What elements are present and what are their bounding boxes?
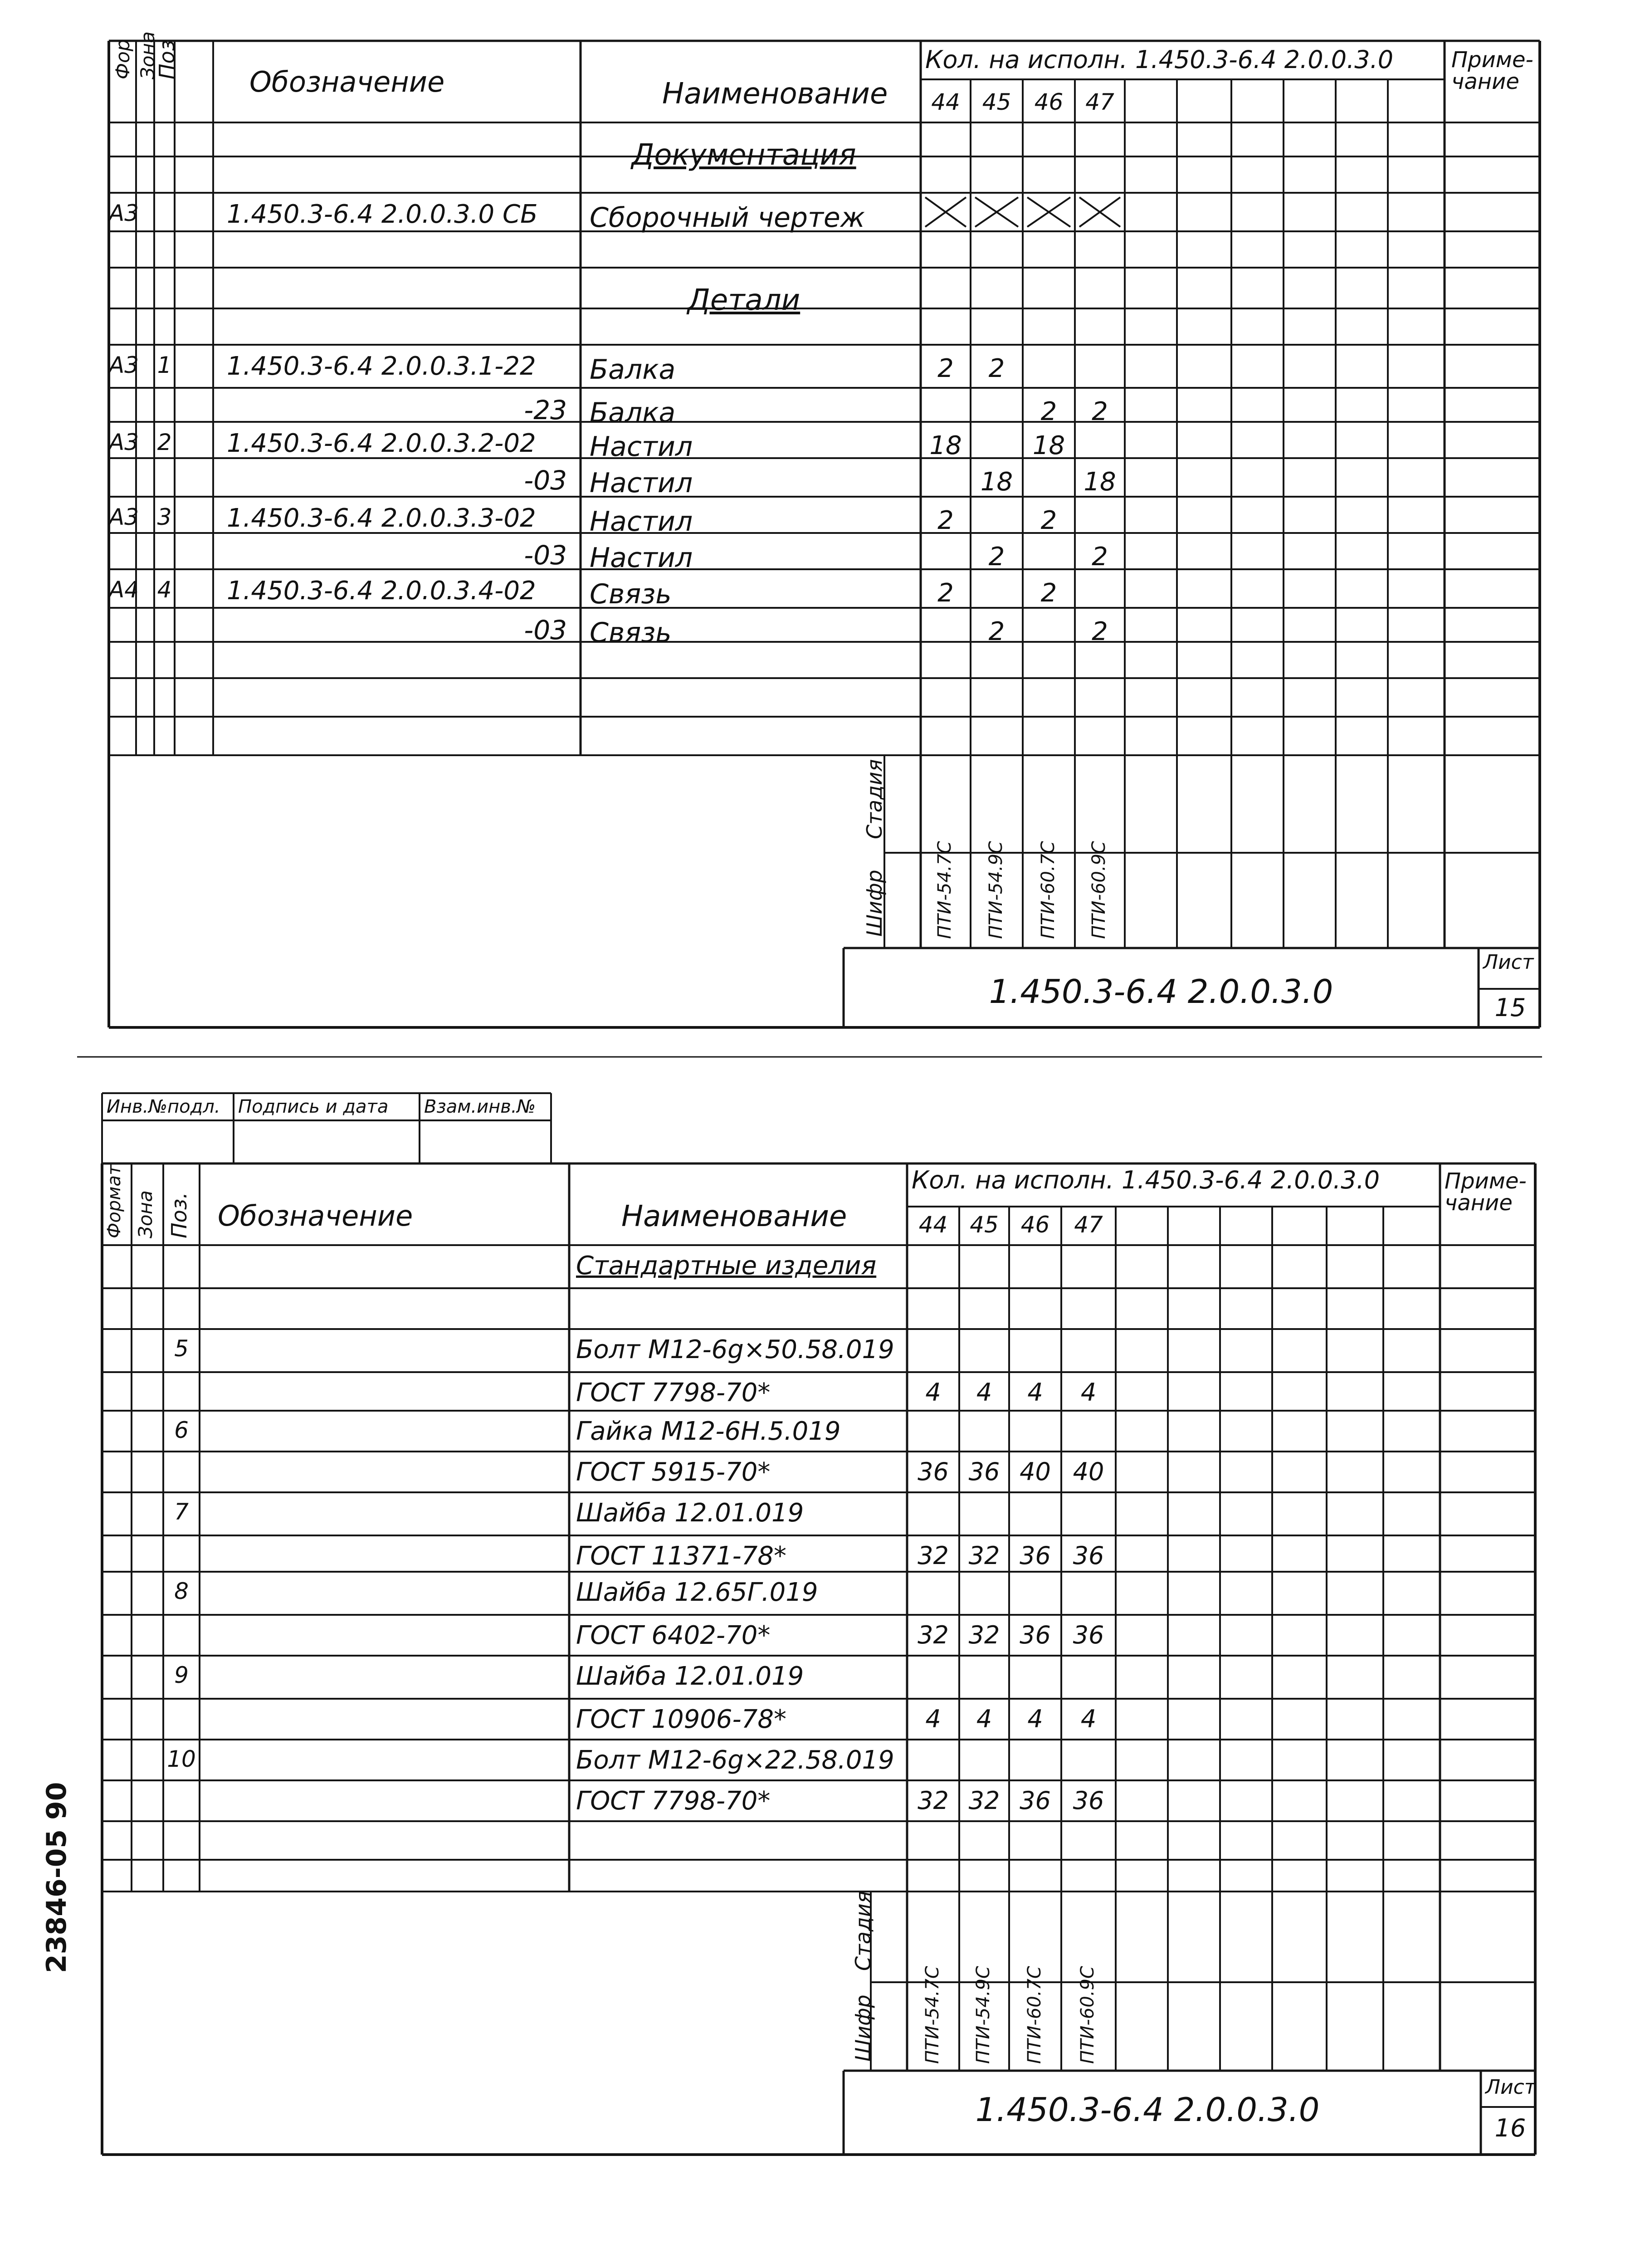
cipher-code: ПТИ-60.9С [1077,1966,1098,2064]
archive-number: 23846-05 90 [41,1782,73,1973]
row-designation: 1.450.3-6.4 2.0.0.3.3-02 [227,503,536,533]
row-position: 9 [174,1662,189,1688]
row-name: Настил [590,431,693,463]
row-name: Шайба 12.65Г.019 [576,1578,818,1607]
column-header-position: Поз [155,39,179,79]
column-header-name: Наименование [662,77,888,111]
row-qty: 2 [937,506,954,535]
row-qty: 36 [918,1457,949,1486]
section-heading: Детали [687,284,800,317]
row-name: ГОСТ 7798-70* [576,1786,771,1816]
row-name: Настил [590,506,693,538]
row-qty: 4 [925,1378,941,1407]
row-qty: 4 [1080,1705,1097,1733]
row-designation: 1.450.3-6.4 2.0.0.3.4-02 [227,576,536,606]
cipher-label: Шифр [851,1994,875,2062]
row-qty: 32 [918,1541,949,1570]
variant-header-45: 45 [982,89,1011,115]
row-name: Связь [590,578,672,610]
row-format: А3 [109,200,139,226]
row-qty: 2 [1040,578,1057,608]
variant-header-45: 45 [970,1212,999,1238]
row-qty: 18 [929,431,962,460]
row-position: 7 [174,1499,189,1525]
row-qty: 4 [976,1705,992,1733]
row-name: ГОСТ 11371-78* [576,1541,786,1571]
cipher-code: ПТИ-54.9С [985,841,1006,939]
cipher-label: Шифр [862,870,887,937]
row-name: ГОСТ 7798-70* [576,1378,771,1408]
row-qty: 2 [1092,397,1108,426]
row-qty: 4 [976,1378,992,1407]
row-qty: 18 [980,467,1013,497]
row-name: ГОСТ 6402-70* [576,1621,771,1650]
section-heading: Документация [631,138,856,172]
row-position: 8 [174,1578,189,1604]
sheet-label: Лист [1483,951,1534,974]
column-header-position: Поз. [167,1192,191,1238]
row-qty: 32 [918,1621,949,1649]
row-designation: 1.450.3-6.4 2.0.0.3.0 СБ [227,200,538,229]
cipher-code: ПТИ-60.9С [1088,841,1109,939]
row-qty: 36 [1020,1541,1051,1570]
row-name: Шайба 12.01.019 [576,1662,804,1691]
row-qty: 36 [1020,1621,1051,1649]
row-qty: 2 [937,354,954,383]
row-qty: 32 [968,1786,1000,1815]
row-qty: 36 [1073,1541,1104,1570]
row-qty: 18 [1032,431,1065,460]
row-format: А4 [109,577,139,603]
row-name: Связь [590,617,672,649]
row-name: Настил [590,542,693,574]
variant-header-44: 44 [931,89,960,115]
row-name: ГОСТ 10906-78* [576,1705,786,1734]
cipher-code: ПТИ-60.7С [1024,1966,1045,2064]
column-header-format: Фор [112,39,134,79]
sheet-number: 16 [1494,2114,1526,2142]
row-qty: 2 [1092,542,1108,572]
stamp-inventory-label: Инв.№подл. [107,1096,220,1117]
row-format: А3 [109,352,139,378]
row-qty: 32 [968,1541,1000,1570]
cipher-code: ПТИ-54.9С [973,1966,994,2064]
column-header-zone: Зона [134,1190,156,1238]
row-qty: 2 [988,617,1005,646]
row-position: 5 [174,1335,189,1362]
variant-header-47: 47 [1085,89,1114,115]
column-header-zone: Зона [137,31,159,79]
row-name: Гайка М12-6Н.5.019 [576,1417,841,1446]
row-designation: 1.450.3-6.4 2.0.0.3.1-22 [227,352,536,381]
stage-label: Стадия [862,759,887,839]
row-qty: 4 [1027,1378,1043,1407]
column-header-quantity: Кол. на исполн. 1.450.3-6.4 2.0.0.3.0 [912,1166,1380,1194]
column-header-designation: Обозначение [218,1199,413,1232]
column-header-designation: Обозначение [249,65,445,98]
row-qty: 4 [1027,1705,1043,1733]
stamp-replacement-label: Взам.инв.№ [424,1096,536,1117]
row-format: А3 [109,504,139,530]
row-qty: 32 [918,1786,949,1815]
row-qty: 2 [988,542,1005,572]
variant-header-44: 44 [918,1212,948,1238]
cipher-code: ПТИ-60.7С [1037,841,1059,939]
document-number: 1.450.3-6.4 2.0.0.3.0 [975,2091,1320,2129]
row-name: Сборочный чертеж [590,202,865,234]
row-designation: -23 [524,395,567,425]
column-header-quantity: Кол. на исполн. 1.450.3-6.4 2.0.0.3.0 [925,45,1394,74]
variant-header-46: 46 [1020,1212,1050,1238]
row-position: 4 [157,577,172,603]
row-qty: 4 [925,1705,941,1733]
column-header-note: Приме- чание [1451,47,1533,94]
row-qty: 40 [1020,1457,1051,1486]
row-position: 10 [167,1746,196,1772]
column-header-name: Наименование [621,1200,847,1233]
variant-header-46: 46 [1034,89,1064,115]
row-position: 2 [157,429,172,455]
cipher-code: ПТИ-54.7С [922,1966,943,2064]
column-header-format: Формат [104,1164,125,1238]
row-qty: 2 [937,578,954,608]
row-name: Настил [590,467,693,499]
row-qty: 36 [968,1457,1000,1486]
row-name: Балка [590,354,676,386]
row-qty: 32 [968,1621,1000,1649]
row-qty: 2 [1040,506,1057,535]
row-designation: 1.450.3-6.4 2.0.0.3.2-02 [227,429,536,458]
row-qty: 2 [988,354,1005,383]
row-qty: 18 [1084,467,1116,497]
row-position: 6 [174,1417,189,1443]
stage-label: Стадия [851,1891,875,1971]
row-designation: -03 [524,615,567,645]
row-name: Балка [590,397,676,429]
row-qty: 4 [1080,1378,1097,1407]
row-qty: 2 [1092,617,1108,646]
row-name: Шайба 12.01.019 [576,1498,804,1528]
sheet-number: 15 [1494,993,1526,1022]
column-header-note: Приме- чание [1445,1168,1527,1216]
variant-header-47: 47 [1074,1212,1103,1238]
row-position: 1 [157,352,172,378]
row-designation: -03 [524,465,567,496]
row-qty: 36 [1073,1621,1104,1649]
row-qty: 36 [1020,1786,1051,1815]
section-heading: Стандартные изделия [576,1251,877,1281]
row-qty: 36 [1073,1786,1104,1815]
document-number: 1.450.3-6.4 2.0.0.3.0 [989,973,1333,1011]
cipher-code: ПТИ-54.7С [934,841,955,939]
row-qty: 2 [1040,397,1057,426]
sheet-label: Лист [1485,2076,1536,2099]
row-name: Болт М12-6g×22.58.019 [576,1745,894,1775]
row-format: А3 [109,429,139,455]
row-qty: 40 [1073,1457,1104,1486]
row-position: 3 [157,504,172,530]
stamp-signature-label: Подпись и дата [238,1096,389,1117]
row-name: Болт М12-6g×50.58.019 [576,1335,894,1364]
row-designation: -03 [524,540,567,571]
row-name: ГОСТ 5915-70* [576,1457,771,1487]
